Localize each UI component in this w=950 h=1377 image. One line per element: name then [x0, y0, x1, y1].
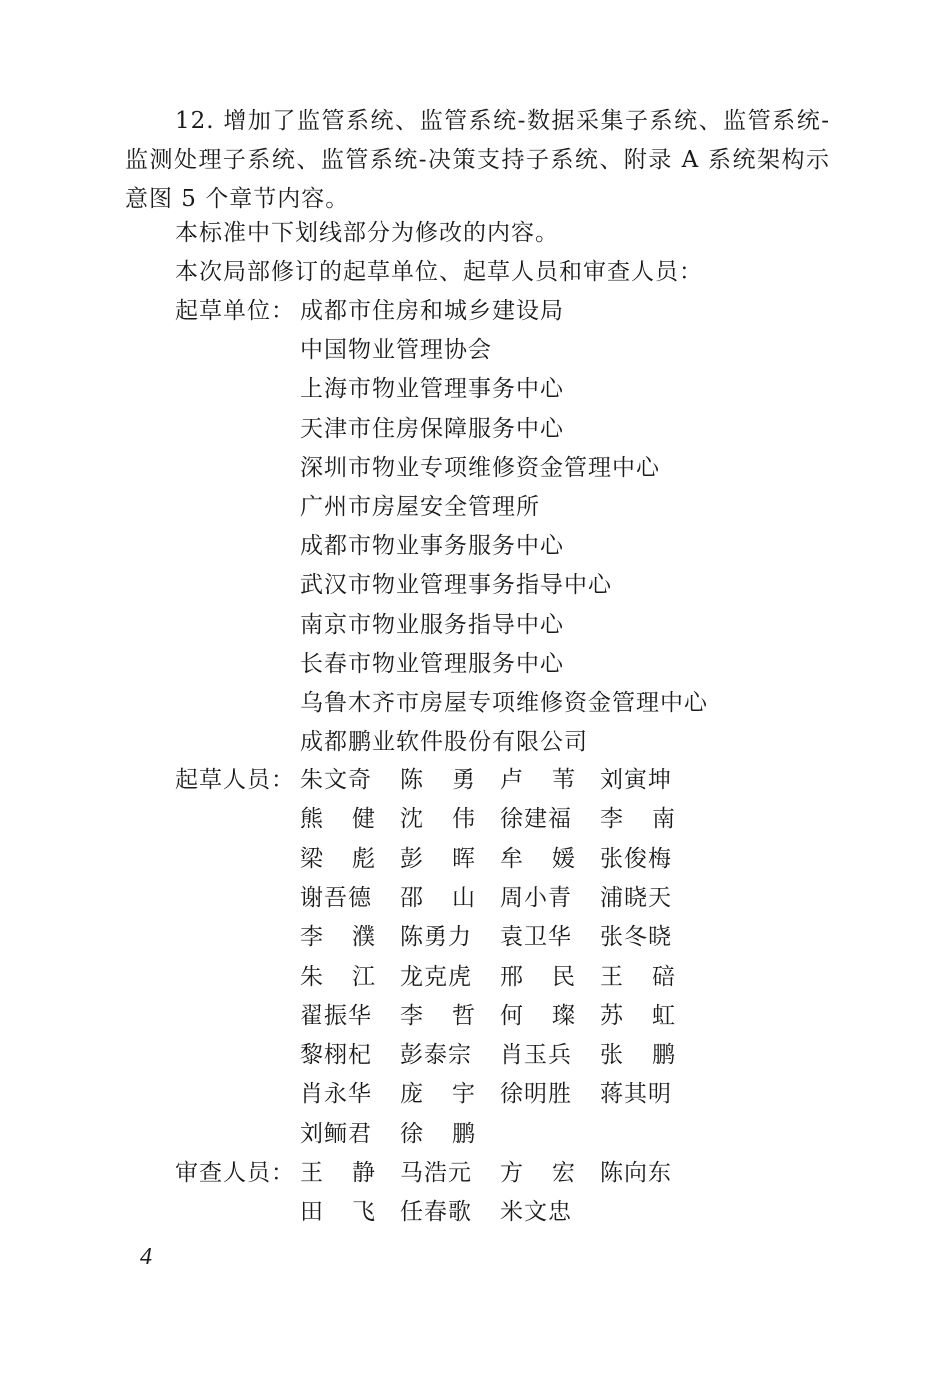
page-number: 4 [140, 1244, 152, 1270]
person-name: 朱文奇 [300, 767, 372, 793]
person-name: 张 鹏 [600, 1042, 675, 1069]
person-name: 彭 晖 [400, 845, 475, 872]
person-name: 苏 虹 [600, 1002, 675, 1029]
person-name: 彭泰宗 [400, 1042, 472, 1069]
person-name: 田 飞 [300, 1199, 375, 1226]
person-name: 肖玉兵 [500, 1042, 572, 1069]
person-name: 肖永华 [300, 1081, 372, 1108]
drafting-unit-item: 上海市物业管理事务中心 [300, 376, 564, 403]
person-name: 袁卫华 [500, 924, 572, 951]
drafters-label: 起草人员： [175, 767, 295, 793]
person-name: 蒋其明 [600, 1081, 672, 1108]
person-name: 李 濮 [300, 924, 375, 951]
person-name: 张俊梅 [600, 845, 672, 872]
person-name: 张冬晓 [600, 924, 672, 951]
drafting-unit-item: 乌鲁木齐市房屋专项维修资金管理中心 [300, 690, 708, 716]
person-name: 周小青 [500, 884, 572, 911]
person-name: 马浩元 [400, 1160, 472, 1186]
person-name: 邢 民 [500, 963, 575, 990]
drafting-unit-item: 成都市住房和城乡建设局 [300, 298, 564, 324]
person-name: 徐明胜 [500, 1081, 572, 1108]
drafting-units-label: 起草单位： [175, 298, 295, 324]
person-name: 庞 宇 [400, 1081, 475, 1108]
drafting-unit-item: 成都鹏业软件股份有限公司 [300, 729, 588, 756]
person-name: 任春歌 [400, 1199, 472, 1226]
person-name: 徐建福 [500, 806, 572, 833]
person-name: 朱 江 [300, 963, 375, 990]
person-name: 卢 苇 [500, 767, 575, 793]
drafting-unit-item: 天津市住房保障服务中心 [300, 415, 564, 442]
person-name: 王 碚 [600, 963, 675, 990]
person-name: 何 璨 [500, 1002, 575, 1029]
drafting-unit-item: 广州市房屋安全管理所 [300, 494, 540, 520]
reviewers-label: 审查人员： [175, 1160, 295, 1186]
person-name: 方 宏 [500, 1160, 575, 1186]
drafting-unit-item: 成都市物业事务服务中心 [300, 533, 564, 560]
person-name: 邵 山 [400, 884, 475, 911]
person-name: 陈勇力 [400, 924, 472, 951]
person-name: 刘鲕君 [300, 1120, 372, 1147]
paragraph-item-12: 12. 增加了监管系统、监管系统-数据采集子系统、监管系统-监测处理子系统、监管系统-决策支持子系统、附录 A 系统架构示意图 5 个章节内容。 [125, 108, 830, 212]
person-name: 李 南 [600, 806, 675, 833]
person-name: 陈 勇 [400, 767, 475, 793]
drafting-unit-item: 中国物业管理协会 [300, 337, 492, 364]
person-name: 熊 健 [300, 806, 375, 833]
person-name: 沈 伟 [400, 806, 475, 833]
underline-note: 本标准中下划线部分为修改的内容。 [175, 220, 559, 246]
person-name: 牟 媛 [500, 845, 575, 872]
person-name: 浦晓天 [600, 884, 672, 911]
person-name: 翟振华 [300, 1002, 372, 1029]
intro-text: 本次局部修订的起草单位、起草人员和审查人员： [175, 259, 703, 285]
person-name: 黎栩杞 [300, 1042, 372, 1069]
person-name: 龙克虎 [400, 963, 472, 990]
person-name: 刘寅坤 [600, 767, 672, 793]
drafting-unit-item: 南京市物业服务指导中心 [300, 611, 564, 638]
drafting-unit-item: 深圳市物业专项维修资金管理中心 [300, 454, 660, 481]
person-name: 谢吾德 [300, 884, 372, 911]
person-name: 王 静 [300, 1160, 375, 1186]
drafting-unit-item: 武汉市物业管理事务指导中心 [300, 572, 612, 599]
person-name: 徐 鹏 [400, 1120, 475, 1147]
person-name: 梁 彪 [300, 845, 375, 872]
person-name: 李 哲 [400, 1002, 475, 1029]
drafting-unit-item: 长春市物业管理服务中心 [300, 650, 564, 677]
person-name: 陈向东 [600, 1160, 672, 1186]
person-name: 米文忠 [500, 1199, 572, 1226]
